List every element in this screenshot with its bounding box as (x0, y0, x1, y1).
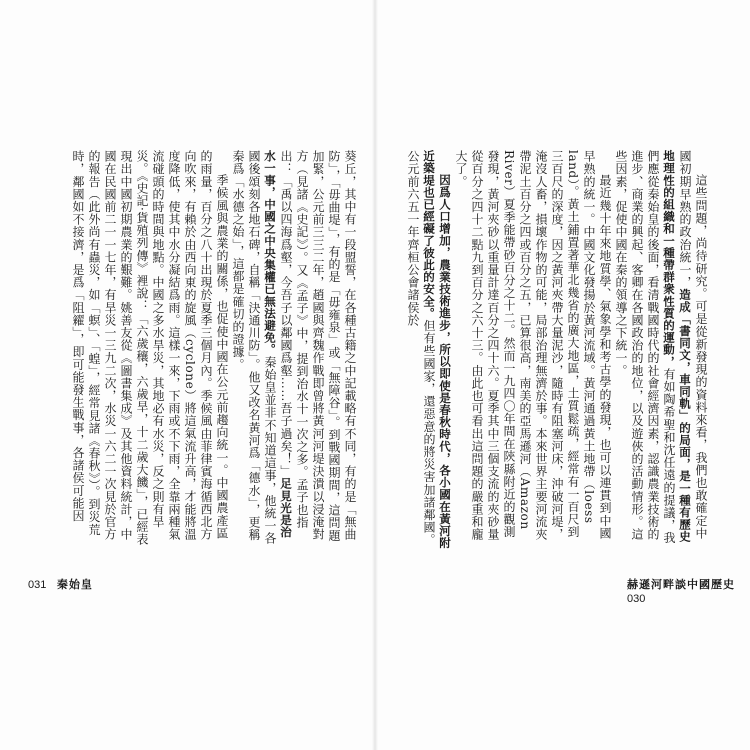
text-run: 這些問題，尚待研究。可是從新發現的資料來看，我們也敢確定中國初期早熟的政治統一， (678, 150, 708, 540)
page-number: 030 (627, 593, 646, 605)
right-page-text (387, 150, 709, 550)
running-title: 秦始皇 (56, 578, 93, 591)
text-run: 最近幾十年來地質學、氣象學和考古學的發現，也可以連貫到中國早熟的統一。中國文化發揚於黃河流域。黃河通過黃土地帶（loess land）。黃土鋪置著華北幾省的廣大地區，土質鬆疏，經常有一百尺到三百尺的深度，因之黃河夾帶大量泥沙，隨時有阻塞河床，沖破河堤，淹沒人畜，損壞作物的可能，局部治理無濟於事。本來世界主要河流夾帶泥土百分之四或百分之五，已算很高，南美的亞馬遜河（Amazon River）夏季能帶砂百分之十二。然而一九四〇年間在陝縣附近的觀測發現，黃河夾砂以重量計達百分之四十六。夏季其中三個支流的夾砂量從百分之四十二點九到百分之六十三。由此也可看出這問題的嚴重和龐大了。 (454, 150, 612, 541)
text-run: 秦始皇並非不知道這事，他統一各國後頌刻各地石碑，自稱「決通川防」。他又改名黃河爲「德水」，更稱秦爲「水德之始」，這都是確切的證據。 (231, 150, 277, 545)
right-page-footer (627, 576, 750, 605)
right-page (375, 0, 750, 750)
left-page-text (38, 150, 358, 550)
text-run: 但有些國家，還惡意的將災害加諸鄰國。公元前六五一年齊桓公會諸侯於 (406, 150, 436, 547)
emphasized-text: 造成「書同文，車同軌」的局面，是一種有歷史地理性的組織和一種帶群衆性質的運動， (662, 150, 692, 543)
book-gutter (372, 0, 378, 750)
paragraph (613, 150, 709, 550)
paragraph (405, 150, 453, 550)
paragraph (70, 150, 230, 550)
paragraph (230, 150, 358, 550)
text-run: 有如陶希聖和沈任遠的提議，我們應從秦始皇的後面，看清戰國時代的社會經濟因素，認識農業技術的進步、商業的興起、客卿在各國政治的地位，以及遊俠的活動情形。這些因素，促使中國在秦的領導之下統一。 (614, 150, 676, 545)
text-run: 季候風與農業的關係，也促使中國在公元前趨向統一。中國農產區的雨量，百分之八十出現於夏季三個月內。季候風由菲律賓海循西北方向吹來，有賴於由西向東的旋風（cyclone）將這氣流升高，才能將溫度降低，使其中水分凝結爲雨。這樣一來，下雨或不下雨，全靠兩種氣流碰頭的時間與地點。中國之多水旱災，其地必有水災，反之則有旱災。《史記·貨殖列傳》裡說：「六歲穰，六歲旱，十二歲大饑」，已經表現出中國初期農業的艱難。姚善友從《圖書集成》及其他資料統計，中國在民國前二一一七年，有旱災一三九二次，水災一六二一次見於官方的報告（此外尚有蟲災，如「螟」、「蝗」，經常見諸《春秋》）。到災荒時，鄰國如不接濟，是爲「阻糴」，即可能發生戰事，各諸侯可能因 (71, 150, 229, 546)
emphasized-text: 因爲人口增加，農業技術進步，所以即使是春秋時代，各小國在黃河附近築堤也已經礙了彼此的安全。 (422, 150, 452, 550)
emphasized-text: 足見光是治水一事，中國之中央集權已無法避免。 (263, 150, 293, 539)
text-run: 葵丘，其中有一段盟誓，在各種古籍之中記載略有不同，有的是「無曲防」，「毋曲堤」，有的是「毋雍泉」或「無障谷」。到戰國期間，這問題加緊，公元前三三二年，趙國與齊魏作戰即曾將黃河河堤決潰以浸淹對方（見諸《史記》）。又《孟子》中，提到治水十一次之多。孟子也指出：「禹以四海爲壑，今吾子以鄰國爲壑……吾子過矣！」 (279, 150, 357, 542)
paragraph (453, 150, 613, 550)
page-number: 031 (28, 579, 47, 591)
running-title: 赫遜河畔談中國歷史 (627, 578, 735, 591)
left-page-footer (28, 576, 93, 592)
